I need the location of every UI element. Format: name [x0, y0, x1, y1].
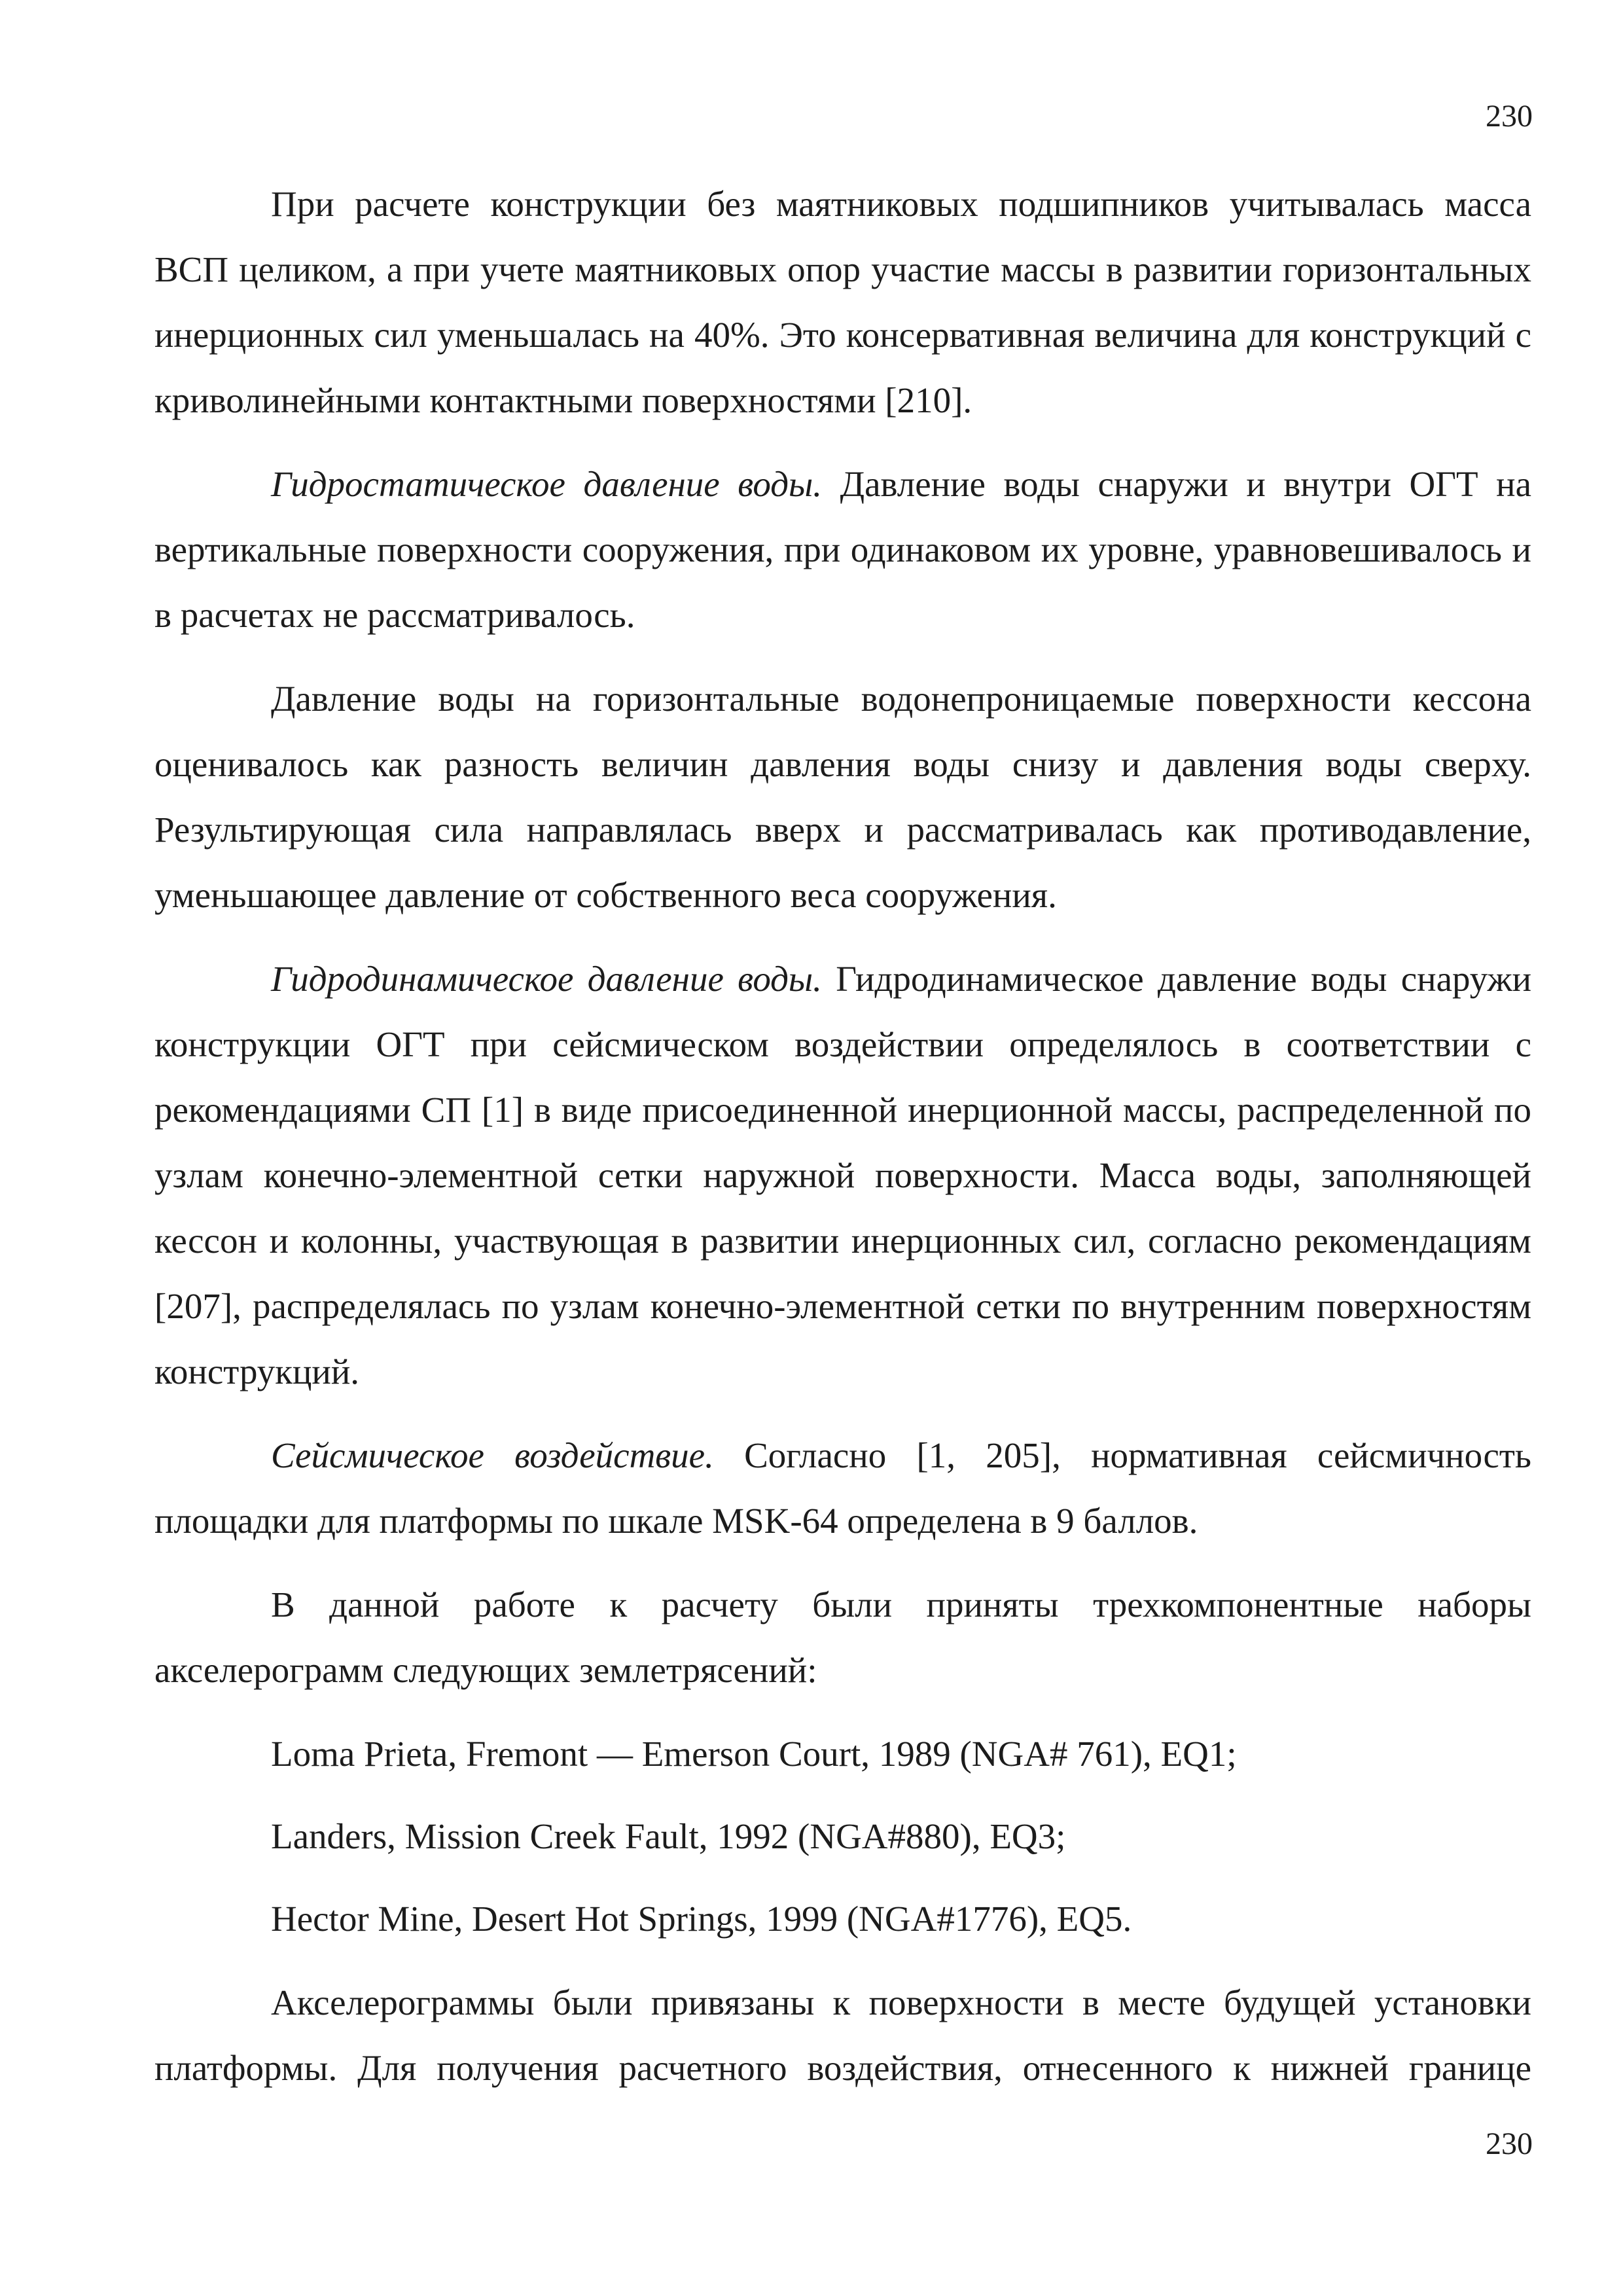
paragraph-hydrostatic-pressure	[154, 452, 1531, 648]
body-text	[154, 171, 1531, 2101]
paragraph-lead-heading: Сейсмическое воздействие.	[271, 1435, 714, 1475]
page-number-top: 230	[1486, 99, 1533, 134]
paragraph-text: Landers, Mission Creek Fault, 1992 (NGA#880), EQ3;	[271, 1816, 1066, 1856]
paragraph-text: Hector Mine, Desert Hot Springs, 1999 (NGA#1776), EQ5.	[271, 1899, 1132, 1939]
earthquake-list-item-eq3	[154, 1804, 1531, 1869]
paragraph-seismic-impact	[154, 1423, 1531, 1554]
paragraph-mass-accounting	[154, 171, 1531, 433]
paragraph-text: Loma Prieta, Fremont — Emerson Court, 1989 (NGA# 761), EQ1;	[271, 1734, 1237, 1774]
paragraph-text: Акселерограммы были привязаны к поверхности в месте будущей установки платформы. Для получения расчетного воздействия, отнесенного к нижней границе	[154, 1982, 1531, 2088]
paragraph-hydrodynamic-pressure	[154, 946, 1531, 1405]
earthquake-list-item-eq1	[154, 1721, 1531, 1787]
paragraph-text: В данной работе к расчету были приняты трехкомпонентные наборы акселерограмм следующих землетрясений:	[154, 1585, 1531, 1690]
page-number-bottom: 230	[1486, 2126, 1533, 2161]
earthquake-list-item-eq5	[154, 1886, 1531, 1952]
paragraph-text: При расчете конструкции без маятниковых подшипников учитывалась масса ВСП целиком, а при учете маятниковых опор участие массы в развитии горизонтальных инерционных сил уменьшалась на 40%. Это консервативная величина для конструкций с криволинейными контактными поверхностями [210].	[154, 184, 1531, 420]
paragraph-caisson-pressure	[154, 666, 1531, 928]
paragraph-text: Давление воды снаружи и внутри ОГТ на вертикальные поверхности сооружения, при одинаковом их уровне, уравновешивалось и в расчетах не рассматривалось.	[154, 464, 1531, 635]
paragraph-text: Согласно [1, 205], нормативная сейсмичность площадки для платформы по шкале MSK-64 определена в 9 баллов.	[154, 1435, 1531, 1541]
paragraph-text: Гидродинамическое давление воды снаружи конструкции ОГТ при сейсмическом воздействии определялось в соответствии с рекомендациями СП [1] в виде присоединенной инерционной массы, распределенной по узлам конечно-элементной сетки наружной поверхности. Масса воды, заполняющей кессон и колонны, участвующая в развитии инерционных сил, согласно рекомендациям [207], распределялась по узлам конечно-элементной сетки по внутренним поверхностям конструкций.	[154, 959, 1531, 1391]
paragraph-accelerogram-binding	[154, 1970, 1531, 2101]
paragraph-accelerogram-sets	[154, 1572, 1531, 1703]
paragraph-lead-heading: Гидростатическое давление воды.	[271, 464, 823, 504]
paragraph-text: Давление воды на горизонтальные водонепроницаемые поверхности кессона оценивалось как разность величин давления воды снизу и давления воды сверху. Результирующая сила направлялась вверх и рассматривалась как противодавление, уменьшающее давление от собственного веса сооружения.	[154, 679, 1531, 915]
paragraph-lead-heading: Гидродинамическое давление воды.	[271, 959, 822, 999]
